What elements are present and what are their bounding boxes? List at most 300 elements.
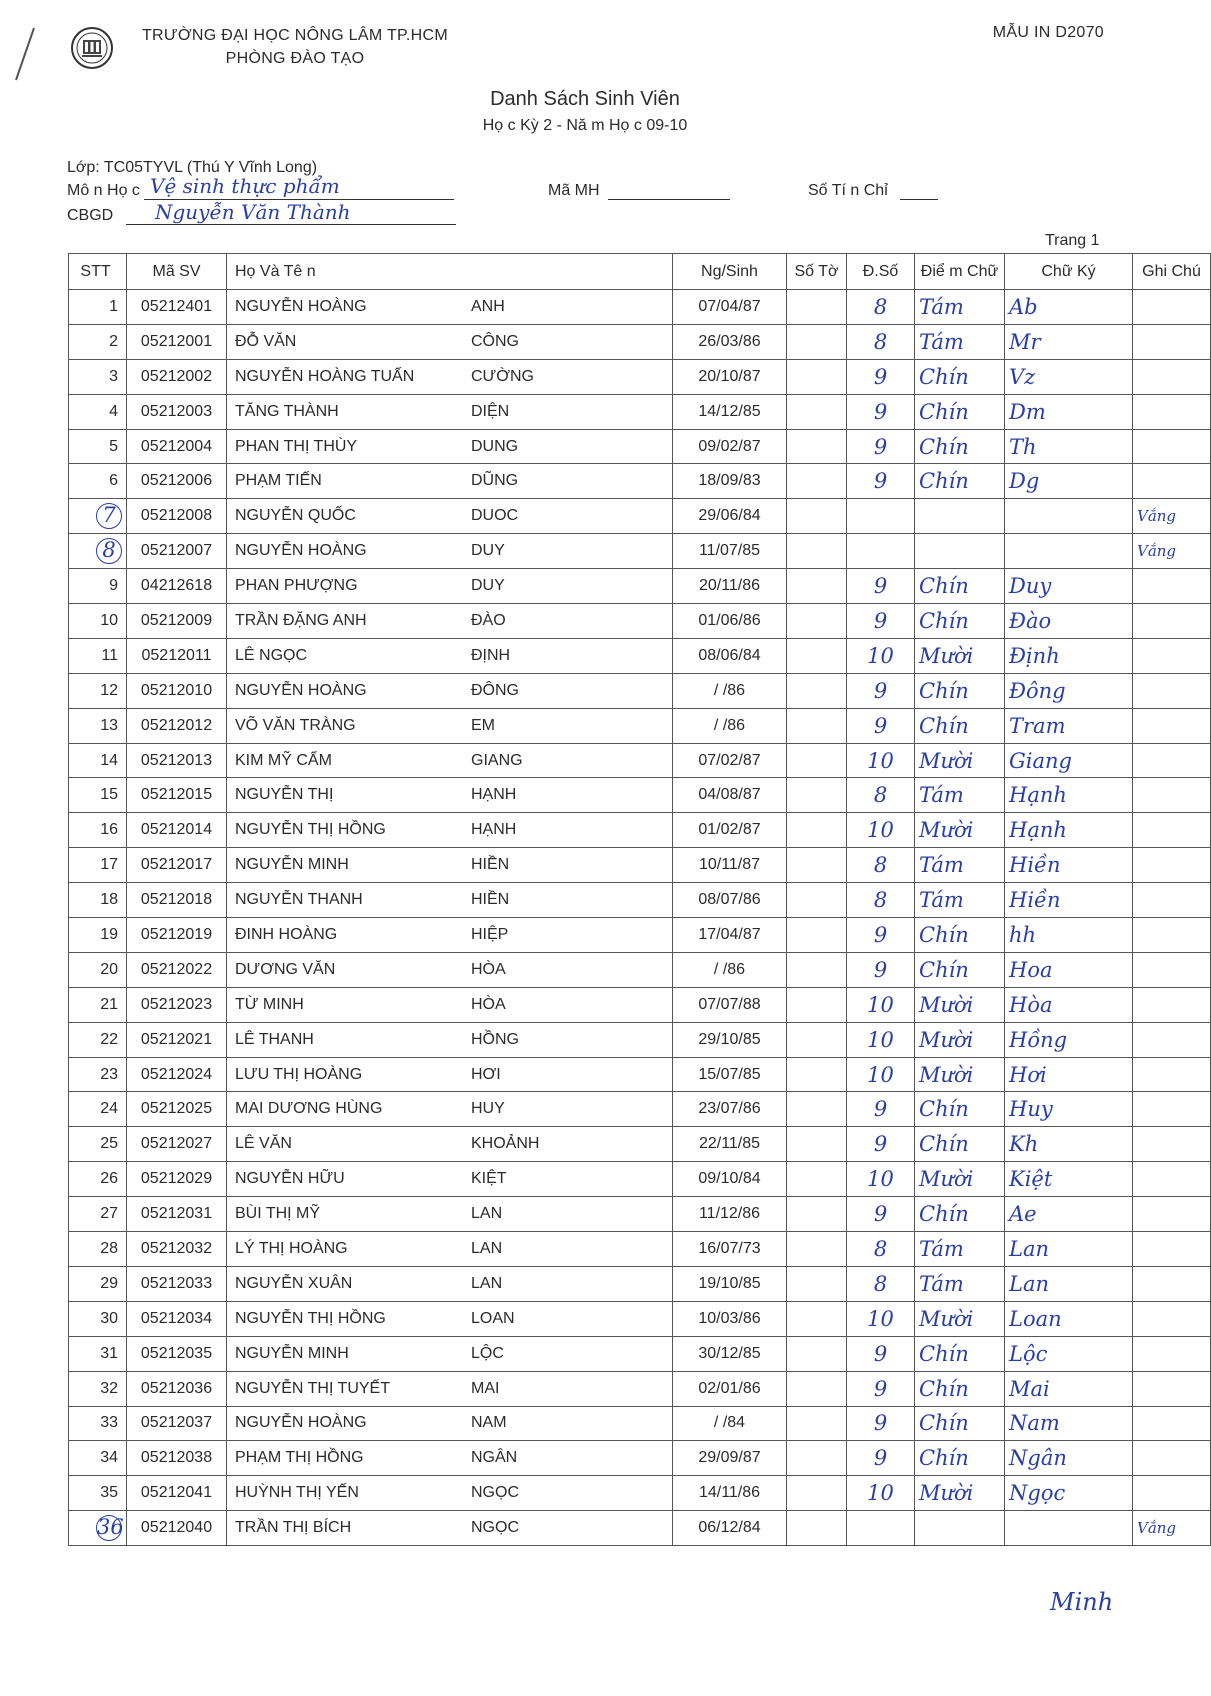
student-surname: NGUYỄN MINH bbox=[235, 1344, 349, 1362]
cell-notes bbox=[1133, 499, 1211, 534]
cell-masv bbox=[127, 359, 227, 394]
student-id: 05212024 bbox=[140, 1065, 213, 1083]
birth-date: 26/03/86 bbox=[698, 332, 761, 350]
student-id: 05212006 bbox=[140, 472, 213, 490]
student-given-name: LAN bbox=[471, 1274, 503, 1292]
cell-masv bbox=[127, 324, 227, 359]
cell-score-number bbox=[847, 464, 915, 499]
course-code-line bbox=[548, 182, 730, 200]
student-signature: Mai bbox=[1009, 1376, 1050, 1401]
cell-stt bbox=[69, 638, 127, 673]
student-given-name: DUNG bbox=[471, 437, 519, 455]
cell-name bbox=[227, 883, 673, 918]
cell-masv bbox=[127, 778, 227, 813]
cell-score-number bbox=[847, 883, 915, 918]
col-dob: Ng/Sinh bbox=[673, 254, 787, 290]
student-surname: TĂNG THÀNH bbox=[235, 402, 339, 420]
cell-masv bbox=[127, 604, 227, 639]
student-id: 05212029 bbox=[140, 1170, 213, 1188]
stt-text: 19 bbox=[100, 925, 118, 943]
subject-handwritten: Vệ sinh thực phẩm bbox=[150, 174, 340, 198]
cell-stt bbox=[69, 534, 127, 569]
cell-score-number bbox=[847, 708, 915, 743]
birth-date: 11/12/86 bbox=[698, 1205, 761, 1223]
cell-score-number bbox=[847, 813, 915, 848]
student-signature: Duy bbox=[1009, 574, 1052, 599]
cell-sheets bbox=[787, 848, 847, 883]
cell-sheets bbox=[787, 883, 847, 918]
cell-masv bbox=[127, 848, 227, 883]
score-words: Chín bbox=[919, 1411, 969, 1436]
cell-score-words bbox=[915, 1162, 1005, 1197]
birth-date: 09/02/87 bbox=[698, 437, 761, 455]
cell-stt bbox=[69, 1266, 127, 1301]
cell-masv bbox=[127, 1336, 227, 1371]
cell-notes bbox=[1133, 673, 1211, 708]
score-number: 8 bbox=[873, 294, 888, 319]
student-table bbox=[68, 253, 1211, 1546]
birth-date: 17/04/87 bbox=[698, 925, 761, 943]
cell-stt bbox=[69, 813, 127, 848]
cell-name bbox=[227, 778, 673, 813]
cell-sheets bbox=[787, 1092, 847, 1127]
student-given-name: CÔNG bbox=[471, 332, 519, 350]
cell-name bbox=[227, 1197, 673, 1232]
stt-text: 31 bbox=[100, 1344, 118, 1362]
stt-text: 24 bbox=[100, 1100, 118, 1118]
cell-signature bbox=[1005, 464, 1133, 499]
cell-stt bbox=[69, 324, 127, 359]
cell-notes bbox=[1133, 1371, 1211, 1406]
table-row bbox=[69, 778, 1211, 813]
cell-masv bbox=[127, 394, 227, 429]
cell-signature bbox=[1005, 604, 1133, 639]
cell-name bbox=[227, 1232, 673, 1267]
cell-score-words bbox=[915, 1127, 1005, 1162]
cell-signature bbox=[1005, 952, 1133, 987]
score-number: 10 bbox=[867, 643, 894, 668]
student-given-name: DIỆN bbox=[471, 402, 510, 420]
stt-text: 18 bbox=[100, 891, 118, 909]
student-surname: LÊ THANH bbox=[235, 1030, 314, 1048]
cell-dob bbox=[673, 604, 787, 639]
cell-sheets bbox=[787, 987, 847, 1022]
cell-score-number bbox=[847, 429, 915, 464]
stt-text: 12 bbox=[100, 681, 118, 699]
table-row bbox=[69, 1232, 1211, 1267]
cell-dob bbox=[673, 1371, 787, 1406]
score-words: Tám bbox=[919, 1236, 964, 1261]
cell-name bbox=[227, 359, 673, 394]
cell-masv bbox=[127, 1127, 227, 1162]
cell-dob bbox=[673, 429, 787, 464]
cell-score-words bbox=[915, 638, 1005, 673]
table-row bbox=[69, 1476, 1211, 1511]
score-number: 9 bbox=[873, 1446, 888, 1471]
table-row bbox=[69, 952, 1211, 987]
cell-signature bbox=[1005, 1127, 1133, 1162]
cell-masv bbox=[127, 1022, 227, 1057]
cell-signature bbox=[1005, 708, 1133, 743]
score-words: Chín bbox=[919, 1341, 969, 1366]
student-signature: Đào bbox=[1009, 608, 1052, 633]
credits-blank bbox=[900, 184, 938, 200]
birth-date: 14/11/86 bbox=[698, 1484, 761, 1502]
student-given-name: HUY bbox=[471, 1100, 505, 1118]
cell-notes bbox=[1133, 1162, 1211, 1197]
score-number: 9 bbox=[873, 713, 888, 738]
student-given-name: ĐỊNH bbox=[471, 646, 511, 664]
col-sheets: Số Tờ bbox=[787, 254, 847, 290]
student-signature: Định bbox=[1009, 643, 1060, 668]
table-row bbox=[69, 848, 1211, 883]
cell-stt bbox=[69, 290, 127, 325]
student-signature: Hơi bbox=[1009, 1062, 1047, 1087]
cell-notes bbox=[1133, 1197, 1211, 1232]
student-id: 04212618 bbox=[140, 577, 213, 595]
cell-notes bbox=[1133, 638, 1211, 673]
score-words: Tám bbox=[919, 888, 964, 913]
cell-dob bbox=[673, 1162, 787, 1197]
student-id: 05212013 bbox=[140, 751, 213, 769]
cell-notes bbox=[1133, 534, 1211, 569]
birth-date: 08/06/84 bbox=[698, 646, 761, 664]
table-row bbox=[69, 1127, 1211, 1162]
cell-score-words bbox=[915, 464, 1005, 499]
table-row bbox=[69, 918, 1211, 953]
table-row bbox=[69, 673, 1211, 708]
stt-text: 2 bbox=[109, 332, 118, 350]
stt-text: 20 bbox=[100, 960, 118, 978]
cell-signature bbox=[1005, 1476, 1133, 1511]
cell-dob bbox=[673, 848, 787, 883]
cell-sheets bbox=[787, 1162, 847, 1197]
cell-score-number bbox=[847, 987, 915, 1022]
student-surname: NGUYỄN MINH bbox=[235, 856, 349, 874]
birth-date: 10/03/86 bbox=[698, 1309, 761, 1327]
student-id: 05212041 bbox=[140, 1484, 213, 1502]
table-row bbox=[69, 883, 1211, 918]
student-given-name: NGÂN bbox=[471, 1449, 518, 1467]
student-surname: KIM MỸ CẨM bbox=[235, 751, 332, 769]
student-id: 05212012 bbox=[140, 716, 213, 734]
student-surname: LÊ NGỌC bbox=[235, 646, 308, 664]
cell-dob bbox=[673, 1266, 787, 1301]
cell-notes bbox=[1133, 1336, 1211, 1371]
cell-stt bbox=[69, 987, 127, 1022]
student-signature: Loan bbox=[1009, 1306, 1062, 1331]
student-signature: Lan bbox=[1009, 1271, 1049, 1296]
stt-text: 25 bbox=[100, 1135, 118, 1153]
student-id: 05212023 bbox=[140, 995, 213, 1013]
cell-score-number bbox=[847, 1371, 915, 1406]
score-words: Mười bbox=[919, 1167, 974, 1192]
cell-notes bbox=[1133, 987, 1211, 1022]
student-given-name: HIỀN bbox=[471, 856, 510, 874]
student-surname: NGUYỄN HOÀNG bbox=[235, 681, 367, 699]
cell-dob bbox=[673, 883, 787, 918]
birth-date: / /86 bbox=[713, 960, 746, 978]
student-surname: NGUYỄN HỮU bbox=[235, 1170, 345, 1188]
student-signature: Dm bbox=[1009, 399, 1046, 424]
cell-name bbox=[227, 1162, 673, 1197]
student-given-name: HẠNH bbox=[471, 821, 517, 839]
cell-score-words bbox=[915, 1476, 1005, 1511]
cell-sheets bbox=[787, 638, 847, 673]
cell-score-words bbox=[915, 324, 1005, 359]
cell-name bbox=[227, 1057, 673, 1092]
page-number: Trang 1 bbox=[1045, 232, 1100, 249]
cell-dob bbox=[673, 569, 787, 604]
student-id: 05212031 bbox=[140, 1205, 213, 1223]
table-row bbox=[69, 638, 1211, 673]
credits-line bbox=[808, 182, 938, 200]
cell-sheets bbox=[787, 1057, 847, 1092]
cell-stt bbox=[69, 778, 127, 813]
score-words: Chín bbox=[919, 713, 969, 738]
cell-stt bbox=[69, 464, 127, 499]
cell-dob bbox=[673, 1092, 787, 1127]
cell-signature bbox=[1005, 569, 1133, 604]
cell-score-number bbox=[847, 1057, 915, 1092]
birth-date: / /86 bbox=[713, 681, 746, 699]
cell-score-number bbox=[847, 848, 915, 883]
score-words: Tám bbox=[919, 783, 964, 808]
student-surname: NGUYỄN QUỐC bbox=[235, 507, 356, 525]
col-masv: Mã SV bbox=[127, 254, 227, 290]
student-given-name: NGỌC bbox=[471, 1519, 519, 1537]
student-given-name: LAN bbox=[471, 1239, 503, 1257]
student-signature: Ae bbox=[1009, 1202, 1037, 1227]
student-id: 05212001 bbox=[140, 332, 213, 350]
table-row bbox=[69, 1336, 1211, 1371]
cell-score-number bbox=[847, 952, 915, 987]
cell-masv bbox=[127, 638, 227, 673]
col-signature: Chữ Ký bbox=[1005, 254, 1133, 290]
cell-score-number bbox=[847, 1092, 915, 1127]
cell-notes bbox=[1133, 952, 1211, 987]
school-logo-icon bbox=[70, 26, 114, 70]
cell-stt bbox=[69, 1301, 127, 1336]
student-given-name: NGỌC bbox=[471, 1484, 519, 1502]
stt-text: 32 bbox=[100, 1379, 118, 1397]
cell-dob bbox=[673, 1232, 787, 1267]
student-surname: ĐINH HOÀNG bbox=[235, 925, 338, 943]
table-row bbox=[69, 1022, 1211, 1057]
student-given-name: CƯỜNG bbox=[471, 367, 534, 385]
cell-name bbox=[227, 1441, 673, 1476]
cell-dob bbox=[673, 1476, 787, 1511]
cell-name bbox=[227, 848, 673, 883]
cell-score-number bbox=[847, 743, 915, 778]
score-number: 10 bbox=[867, 748, 894, 773]
cell-score-words bbox=[915, 1232, 1005, 1267]
cell-signature bbox=[1005, 1371, 1133, 1406]
student-given-name: HÒA bbox=[471, 995, 506, 1013]
student-surname: PHAN THỊ THÙY bbox=[235, 437, 358, 455]
cell-signature bbox=[1005, 638, 1133, 673]
cell-signature bbox=[1005, 987, 1133, 1022]
student-signature: Lộc bbox=[1009, 1341, 1048, 1366]
student-id: 05212038 bbox=[140, 1449, 213, 1467]
student-given-name: KHOẢNH bbox=[471, 1135, 540, 1153]
cell-score-number bbox=[847, 1336, 915, 1371]
cell-dob bbox=[673, 708, 787, 743]
cell-masv bbox=[127, 813, 227, 848]
cell-score-words bbox=[915, 429, 1005, 464]
cell-sheets bbox=[787, 1406, 847, 1441]
student-given-name: ĐÔNG bbox=[471, 681, 519, 699]
stt-text: 33 bbox=[100, 1414, 118, 1432]
stt-text: 1 bbox=[109, 297, 118, 315]
circled-stt: 36 bbox=[97, 1515, 124, 1540]
cell-signature bbox=[1005, 743, 1133, 778]
cell-masv bbox=[127, 673, 227, 708]
student-id: 05212014 bbox=[140, 821, 213, 839]
student-surname: NGUYỄN HOÀNG bbox=[235, 297, 367, 315]
cell-dob bbox=[673, 743, 787, 778]
cell-signature bbox=[1005, 1336, 1133, 1371]
student-id: 05212009 bbox=[140, 611, 213, 629]
cell-sheets bbox=[787, 429, 847, 464]
cell-score-words bbox=[915, 1266, 1005, 1301]
cell-name bbox=[227, 324, 673, 359]
stt-text: 4 bbox=[109, 402, 118, 420]
cell-name bbox=[227, 1022, 673, 1057]
student-id: 05212027 bbox=[140, 1135, 213, 1153]
cell-score-number bbox=[847, 1162, 915, 1197]
birth-date: 07/07/88 bbox=[698, 995, 761, 1013]
cell-notes bbox=[1133, 743, 1211, 778]
table-row bbox=[69, 534, 1211, 569]
student-signature: Hiền bbox=[1009, 888, 1061, 913]
cell-score-words bbox=[915, 918, 1005, 953]
birth-date: / /84 bbox=[713, 1414, 746, 1432]
cell-masv bbox=[127, 952, 227, 987]
table-row bbox=[69, 743, 1211, 778]
class-label: Lớp: bbox=[67, 159, 100, 176]
cell-sheets bbox=[787, 1127, 847, 1162]
cell-name bbox=[227, 290, 673, 325]
cell-masv bbox=[127, 743, 227, 778]
note-text: Vắng bbox=[1137, 1518, 1177, 1537]
cell-stt bbox=[69, 429, 127, 464]
cell-notes bbox=[1133, 604, 1211, 639]
birth-date: 10/11/87 bbox=[698, 856, 761, 874]
student-signature: Kiệt bbox=[1009, 1167, 1053, 1192]
cell-stt bbox=[69, 1162, 127, 1197]
student-signature: Dg bbox=[1009, 469, 1040, 494]
cell-masv bbox=[127, 987, 227, 1022]
cell-signature bbox=[1005, 1197, 1133, 1232]
cell-sheets bbox=[787, 673, 847, 708]
cell-score-number bbox=[847, 394, 915, 429]
cell-name bbox=[227, 1336, 673, 1371]
student-id: 05212034 bbox=[140, 1309, 213, 1327]
cell-signature bbox=[1005, 499, 1133, 534]
cell-dob bbox=[673, 534, 787, 569]
col-name: Họ Và Tê n bbox=[227, 254, 673, 290]
student-id: 05212021 bbox=[140, 1030, 213, 1048]
student-id: 05212019 bbox=[140, 925, 213, 943]
cell-masv bbox=[127, 1197, 227, 1232]
cell-signature bbox=[1005, 813, 1133, 848]
cell-masv bbox=[127, 1406, 227, 1441]
cell-stt bbox=[69, 1476, 127, 1511]
cell-signature bbox=[1005, 1057, 1133, 1092]
cell-sheets bbox=[787, 290, 847, 325]
stt-text: 10 bbox=[100, 611, 118, 629]
score-number: 10 bbox=[867, 1306, 894, 1331]
score-words: Chín bbox=[919, 957, 969, 982]
student-surname: NGUYỄN HOÀNG bbox=[235, 542, 367, 560]
cell-notes bbox=[1133, 569, 1211, 604]
score-number: 9 bbox=[873, 1411, 888, 1436]
cell-sheets bbox=[787, 569, 847, 604]
stt-text: 23 bbox=[100, 1065, 118, 1083]
student-signature: hh bbox=[1009, 922, 1037, 947]
student-signature: Hòa bbox=[1009, 992, 1053, 1017]
cell-signature bbox=[1005, 1441, 1133, 1476]
table-row bbox=[69, 987, 1211, 1022]
cell-signature bbox=[1005, 429, 1133, 464]
cell-score-words bbox=[915, 1301, 1005, 1336]
table-row bbox=[69, 1441, 1211, 1476]
score-words: Chín bbox=[919, 1132, 969, 1157]
cell-signature bbox=[1005, 534, 1133, 569]
cell-sheets bbox=[787, 1197, 847, 1232]
birth-date: 07/04/87 bbox=[698, 297, 761, 315]
department-name: PHÒNG ĐÀO TẠO bbox=[225, 50, 365, 67]
cell-notes bbox=[1133, 464, 1211, 499]
stt-text: 35 bbox=[100, 1484, 118, 1502]
student-surname: TRẦN THỊ BÍCH bbox=[235, 1519, 352, 1537]
cell-signature bbox=[1005, 290, 1133, 325]
cell-notes bbox=[1133, 359, 1211, 394]
cell-score-number bbox=[847, 290, 915, 325]
cell-score-number bbox=[847, 1022, 915, 1057]
cell-sheets bbox=[787, 394, 847, 429]
cell-score-number bbox=[847, 778, 915, 813]
cell-notes bbox=[1133, 1127, 1211, 1162]
birth-date: 15/07/85 bbox=[698, 1065, 761, 1083]
col-score-number: Đ.Số bbox=[847, 254, 915, 290]
score-number: 9 bbox=[873, 574, 888, 599]
cell-score-words bbox=[915, 499, 1005, 534]
student-surname: NGUYỄN THỊ HỒNG bbox=[235, 821, 386, 839]
table-header-row bbox=[69, 254, 1211, 290]
student-surname: LƯU THỊ HOÀNG bbox=[235, 1065, 363, 1083]
cell-notes bbox=[1133, 1511, 1211, 1546]
cell-name bbox=[227, 534, 673, 569]
cell-score-words bbox=[915, 569, 1005, 604]
score-words: Chín bbox=[919, 434, 969, 459]
cell-notes bbox=[1133, 1232, 1211, 1267]
cell-stt bbox=[69, 1232, 127, 1267]
birth-date: 08/07/86 bbox=[698, 891, 761, 909]
cell-signature bbox=[1005, 1092, 1133, 1127]
cbgd-label: CBGD bbox=[67, 207, 114, 224]
cell-notes bbox=[1133, 429, 1211, 464]
cell-stt bbox=[69, 1511, 127, 1546]
cell-sheets bbox=[787, 1022, 847, 1057]
cell-score-words bbox=[915, 359, 1005, 394]
student-surname: NGUYỄN THANH bbox=[235, 891, 363, 909]
birth-date: 29/06/84 bbox=[698, 507, 761, 525]
table-row bbox=[69, 1162, 1211, 1197]
score-number: 9 bbox=[873, 1097, 888, 1122]
score-number: 9 bbox=[873, 922, 888, 947]
